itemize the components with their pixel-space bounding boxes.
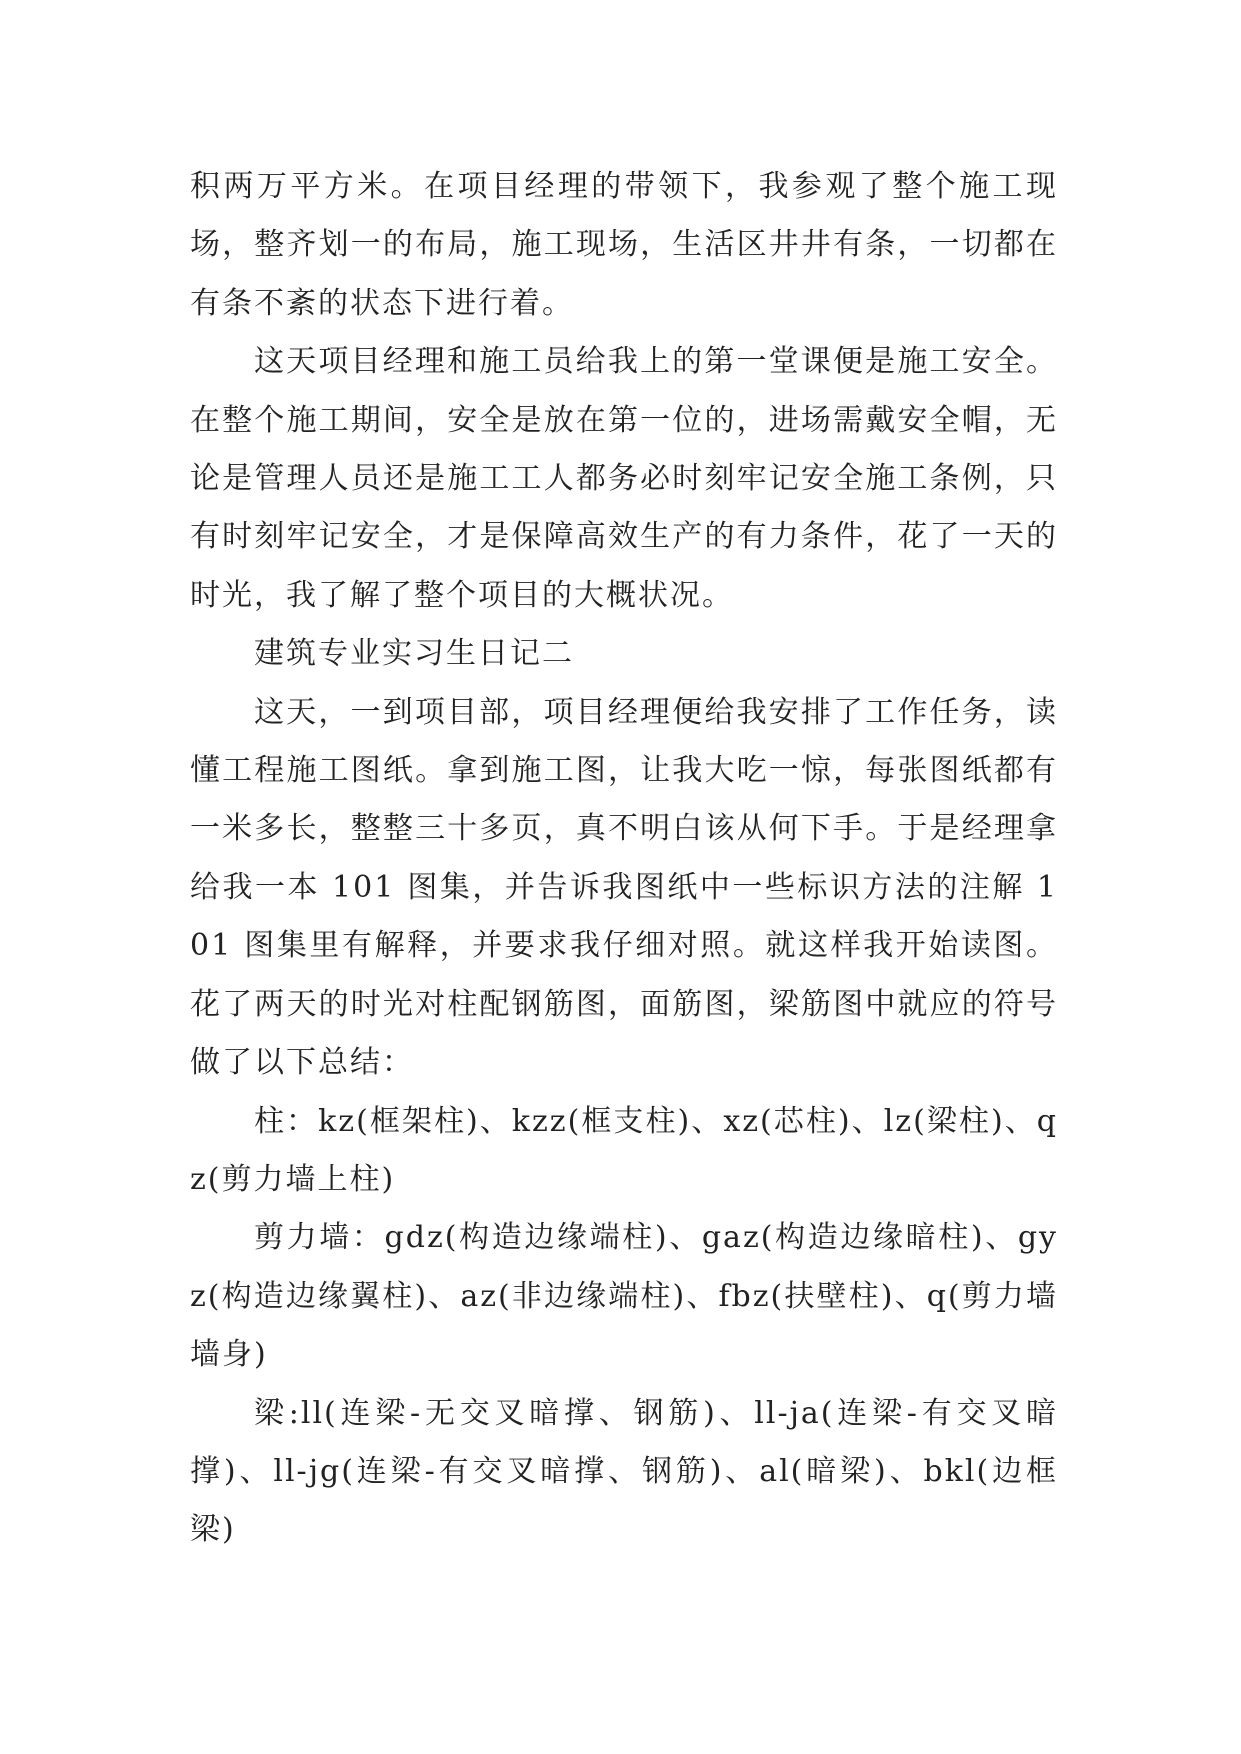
paragraph-shear-wall-types: 剪力墙：gdz(构造边缘端柱)、gaz(构造边缘暗柱)、gyz(构造边缘翼柱)、az(非边缘端柱)、fbz(扶壁柱)、q(剪力墙墙身) xyxy=(190,1220,1058,1373)
paragraph-2: 这天项目经理和施工员给我上的第一堂课便是施工安全。在整个施工期间，安全是放在第一位的，进场需戴安全帽，无论是管理人员还是施工工人都务必时刻牢记安全施工条例，只有时刻牢记安全，才是保障高效生产的有力条件，花了一天的时光，我了解了整个项目的大概状况。 xyxy=(190,344,1058,613)
paragraph-1: 积两万平方米。在项目经理的带领下，我参观了整个施工现场，整齐划一的布局，施工现场，生活区井井有条，一切都在有条不紊的状态下进行着。 xyxy=(190,169,1058,321)
paragraph-beam-types: 梁:ll(连梁-无交叉暗撑、钢筋)、ll-ja(连梁-有交叉暗撑)、ll-jg(连梁-有交叉暗撑、钢筋)、al(暗梁)、bkl(边框梁) xyxy=(190,1395,1058,1548)
paragraph-3: 这天，一到项目部，项目经理便给我安排了工作任务，读懂工程施工图纸。拿到施工图，让我大吃一惊，每张图纸都有一米多长，整整三十多页，真不明白该从何下手。于是经理拿给我一本 101 图集，并告诉我图纸中一些标识方法的注解 101 图集里有解释，并要求我仔细对照。就这样我开始读图。花了两天的时光对柱配钢筋图，面筋图，梁筋图中就应的符号做了以下总结： xyxy=(190,694,1058,1081)
document-body xyxy=(190,158,1058,1560)
paragraph-column-types: 柱：kz(框架柱)、kzz(框支柱)、xz(芯柱)、lz(梁柱)、qz(剪力墙上柱) xyxy=(190,1103,1058,1197)
section-heading: 建筑专业实习生日记二 xyxy=(254,636,574,672)
